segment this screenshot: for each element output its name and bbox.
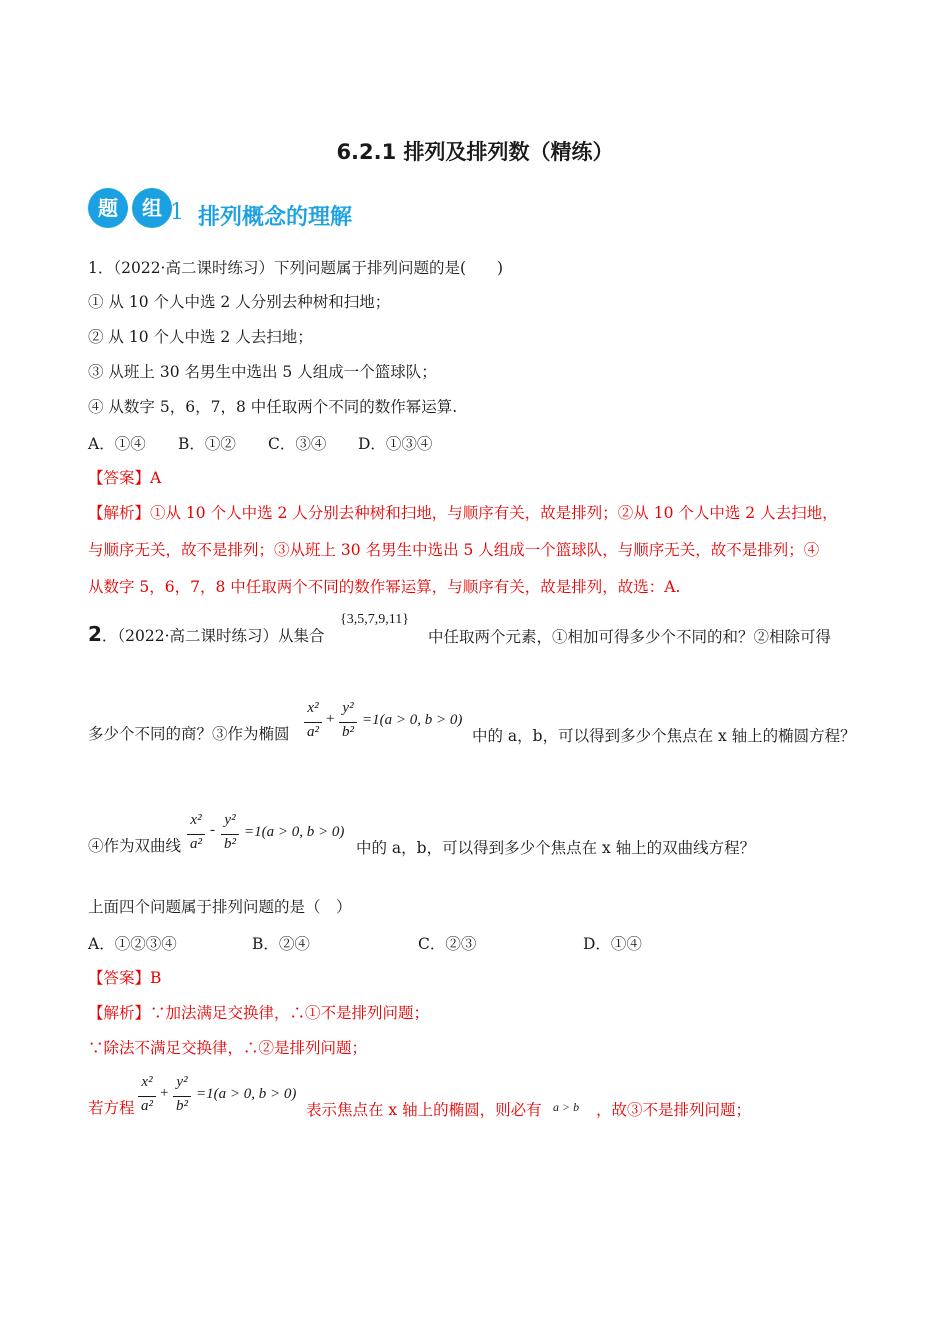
q1-option-b: B．①②: [178, 435, 236, 453]
q1-item-3: ③ 从班上 30 名男生中选出 5 人组成一个篮球队；: [88, 363, 437, 381]
group-number: 1: [170, 200, 184, 225]
q2-number: 2: [88, 622, 102, 646]
q2-analysis-line-2: ∵除法不满足交换律，∴②是排列问题；: [88, 1039, 368, 1057]
plus-sign: +: [326, 711, 335, 727]
q2-option-b: B．②④: [252, 935, 310, 953]
frac-num-x: x²: [307, 700, 319, 716]
frac-bar: [304, 722, 322, 723]
q2-line-4: 上面四个问题属于排列问题的是（ ）: [88, 898, 352, 916]
frac-bar: [138, 1096, 156, 1097]
q2-option-d: D．①④: [583, 935, 642, 953]
q2-line-3b: 中的 a，b，可以得到多少个焦点在 x 轴上的双曲线方程？: [356, 839, 756, 857]
group-badge-ti: 题: [88, 188, 128, 228]
q2-analysis-line-1: 【解析】∵加法满足交换律，∴①不是排列问题；: [88, 1004, 430, 1022]
frac-bar: [187, 834, 205, 835]
q2-analysis-line-3c: ，故③不是排列问题；: [596, 1101, 752, 1119]
frac-den-a: a²: [190, 836, 202, 852]
frac-den-a: a²: [307, 724, 319, 740]
q2-option-c: C．②③: [418, 935, 477, 953]
q2-line-2b: 中的 a，b，可以得到多少个焦点在 x 轴上的椭圆方程？: [472, 727, 856, 745]
q2-analysis-line-3a: 若方程: [88, 1099, 135, 1117]
frac-num-x: x²: [190, 812, 202, 828]
q1-analysis-line-2: 与顺序无关，故不是排列；③从班上 30 名男生中选出 5 人组成一个篮球队，与顺序无关，故不是排列；④: [88, 541, 820, 559]
page-title: 6.2.1 排列及排列数（精练）: [336, 140, 614, 164]
frac-num-x: x²: [141, 1074, 153, 1090]
q2-stem-a: ．（2022·高二课时练习）从集合: [101, 627, 325, 645]
q2-answer: 【答案】B: [88, 969, 162, 987]
q2-line-1: [88, 621, 325, 649]
q1-answer: 【答案】A: [88, 469, 162, 487]
q1-option-d: D．①③④: [358, 435, 433, 453]
q2-option-a: A．①②③④: [88, 935, 177, 953]
ellipse-rhs: =1(a > 0, b > 0): [362, 712, 463, 728]
q1-stem: 1．（2022·高二课时练习）下列问题属于排列问题的是( ): [88, 259, 504, 277]
group-title: 排列概念的理解: [198, 205, 353, 230]
frac-den-b: b²: [342, 724, 354, 740]
q1-item-1: ① 从 10 个人中选 2 人分别去种树和扫地；: [88, 293, 391, 311]
q2-analysis-line-3b: 表示焦点在 x 轴上的椭圆，则必有: [306, 1101, 542, 1119]
frac-den-b: b²: [224, 836, 236, 852]
q1-option-c: C．③④: [268, 435, 327, 453]
q2-set: {3,5,7,9,11}: [340, 612, 409, 627]
frac-num-y: y²: [342, 700, 354, 716]
q1-item-4: ④ 从数字 5，6，7，8 中任取两个不同的数作幂运算.: [88, 398, 458, 416]
frac-num-y: y²: [224, 812, 236, 828]
hyperbola-rhs: =1(a > 0, b > 0): [244, 824, 345, 840]
frac-bar: [173, 1096, 191, 1097]
group-badge-zu: 组: [132, 188, 172, 228]
q2-line-3a: ④作为双曲线: [88, 837, 182, 855]
condition-a-gt-b: a > b: [553, 1100, 580, 1114]
q2-stem-b: 中任取两个元素，①相加可得多少个不同的和？②相除可得: [428, 628, 832, 646]
frac-den-a: a²: [141, 1098, 153, 1114]
q1-option-a: A．①④: [88, 435, 146, 453]
plus-sign: +: [160, 1085, 169, 1101]
q1-analysis-line-3: 从数字 5，6，7，8 中任取两个不同的数作幂运算，与顺序有关，故是排列，故选：A.: [88, 578, 681, 596]
q2-line-2a: 多少个不同的商？③作为椭圆: [88, 725, 290, 743]
q1-item-2: ② 从 10 个人中选 2 人去扫地；: [88, 328, 313, 346]
q1-analysis-line-1: 【解析】①从 10 个人中选 2 人分别去种树和扫地，与顺序有关，故是排列；②从 10 个人中选 2 人去扫地，: [88, 504, 838, 522]
ellipse-rhs: =1(a > 0, b > 0): [196, 1086, 297, 1102]
frac-bar: [221, 834, 239, 835]
minus-sign: -: [210, 822, 215, 838]
frac-num-y: y²: [176, 1074, 188, 1090]
frac-bar: [339, 722, 357, 723]
frac-den-b: b²: [176, 1098, 188, 1114]
